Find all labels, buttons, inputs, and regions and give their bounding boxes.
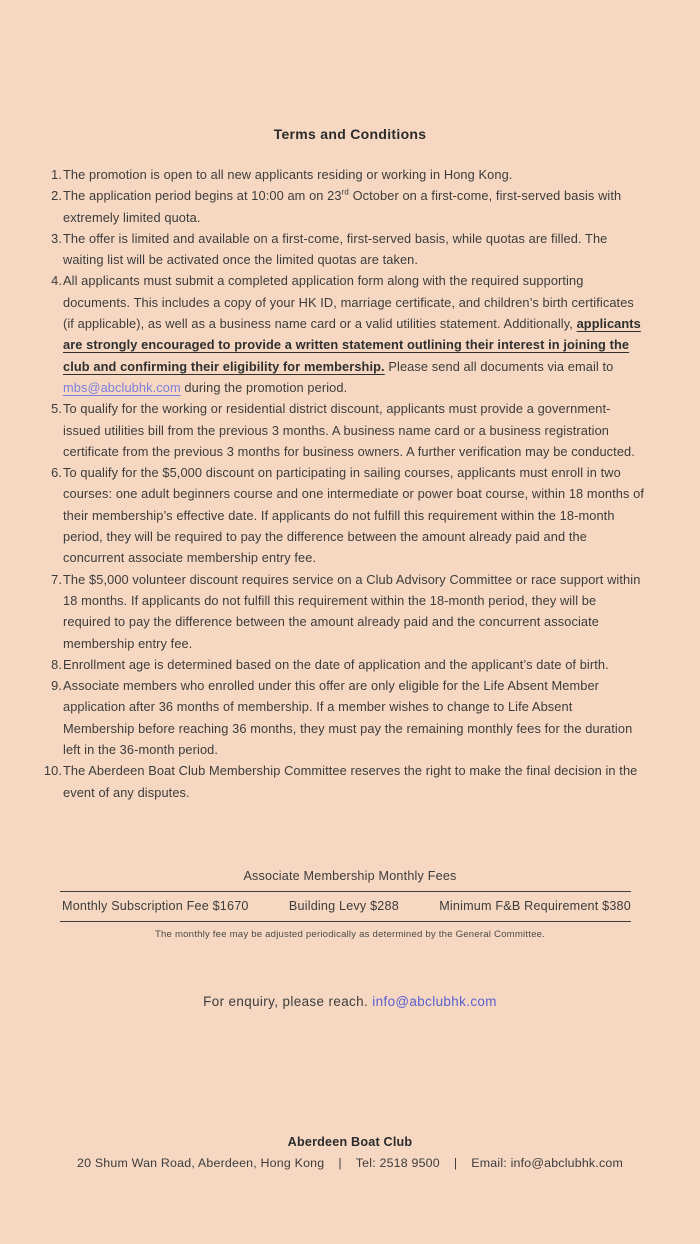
term-emphasis-statement: applicants are strongly encouraged to provide a written statement outlining their interest in joining the club and confirming their eligibility for membership. (63, 316, 641, 374)
enquiry-line (0, 994, 700, 1009)
term-item-10 (62, 760, 646, 803)
term-text: The promotion is open to all new applicants residing or working in Hong Kong. (63, 167, 513, 182)
footer-address: 20 Shum Wan Road, Aberdeen, Hong Kong (77, 1156, 325, 1170)
term-text: The offer is limited and available on a first-come, first-served basis, while quotas are filled. The waiting list will be activated once the limited quotas are taken. (63, 230, 608, 268)
enquiry-text: For enquiry, please reach. (203, 993, 373, 1009)
footer-email: Email: info@abclubhk.com (471, 1156, 623, 1170)
term-item-7 (62, 569, 646, 654)
term-item-6 (62, 462, 646, 568)
term-text: To qualify for the working or residential district discount, applicants must provide a government-issued utilities bill from the previous 3 months. A business name card or a business registration certificate from the previous 3 months for business owners. A further verification may be conducted. (63, 401, 635, 459)
footer-separator: | (453, 1156, 458, 1170)
fees-table (0, 869, 700, 940)
mbs-email-link[interactable]: mbs@abclubhk.com (63, 379, 181, 395)
term-item-5 (62, 398, 646, 462)
fees-table-note: The monthly fee may be adjusted periodically as determined by the General Committee. (154, 928, 546, 940)
fees-table-title: Associate Membership Monthly Fees (243, 868, 457, 883)
term-text: during the promotion period. (180, 379, 348, 395)
term-text: Associate members who enrolled under this offer are only eligible for the Life Absent Member application after 36 months of membership. If a member wishes to change to Life Absent Membership before reaching 36 months, they must pay the remaining monthly fees for the duration left in the 36-month period. (63, 678, 633, 758)
term-text: All applicants must submit a completed application form along with the required supporting documents. This includes a copy of your HK ID, marriage certificate, and children’s birth certificates (if applicable), as well as a business name card or a valid utilities statement. Additionally, (63, 273, 634, 332)
info-email-link[interactable]: info@abclubhk.com (372, 993, 497, 1009)
term-item-1 (62, 164, 646, 185)
page-title: Terms and Conditions (273, 126, 427, 142)
footer-contact-line (0, 1156, 700, 1170)
term-text: The $5,000 volunteer discount requires service on a Club Advisory Committee or race support within 18 months. If applicants do not fulfill this requirement within the 18-month period, they will be required to pay the difference between the amount already paid and the concurrent associate membership entry fee. (63, 571, 641, 651)
term-text: October on a first-come, first-served basis with extremely limited quota. (63, 188, 622, 225)
term-text: To qualify for the $5,000 discount on participating in sailing courses, applicants must enroll in two courses: one adult beginners course and one intermediate or power boat course, within 18 months of their membership’s effective date. If applicants do not fulfill this requirement within the 18-month period, they will be required to pay the difference between the amount already paid and the concurrent associate membership entry fee. (63, 465, 645, 566)
fee-cell-fnb-requirement: Minimum F&B Requirement $380 (439, 898, 631, 913)
club-name: Aberdeen Boat Club (287, 1135, 413, 1149)
footer-separator: | (338, 1156, 342, 1170)
term-text: The application period begins at 10:00 am on 23 (63, 188, 342, 204)
terms-list (0, 164, 646, 803)
term-text: Please send all documents via email to (384, 358, 614, 374)
term-item-2 (62, 185, 646, 228)
term-item-8 (62, 654, 646, 675)
ordinal-suffix: rd (341, 188, 349, 198)
term-item-4 (62, 270, 646, 398)
page-footer (0, 1135, 700, 1170)
footer-tel: Tel: 2518 9500 (355, 1156, 440, 1170)
term-text: Enrollment age is determined based on the date of application and the applicant’s date of birth. (63, 656, 609, 672)
fee-cell-monthly-subscription: Monthly Subscription Fee $1670 (62, 898, 249, 913)
term-item-3 (62, 228, 646, 271)
fee-cell-building-levy: Building Levy $288 (288, 898, 399, 913)
term-item-9 (62, 675, 646, 760)
term-text: The Aberdeen Boat Club Membership Committee reserves the right to make the final decision in the event of any disputes. (63, 763, 638, 800)
fees-table-row (60, 891, 631, 922)
